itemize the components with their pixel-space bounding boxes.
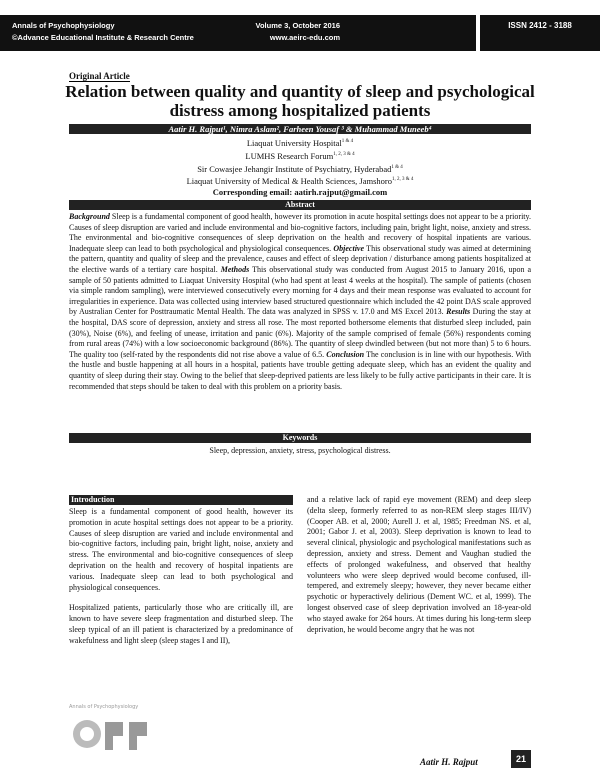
corresponding-email[interactable]: Corresponding email: aatirh.rajput@gmail.com <box>212 187 388 198</box>
affiliation-3: Sir Cowasjee Jehangir Institute of Psychiatry, Hyderabad$^{1 \& 4}$ <box>197 163 403 174</box>
header-bar <box>0 15 476 51</box>
abstract-body <box>69 212 531 392</box>
methods-text: This observational study was conducted from August 2015 to January 2016, upon a sample of 50 patients admitted to Liaquat University Hospital (who had spent at least 4 weeks at the hospital). The sample of patients (chosen via simple random sampling), were interviewed consecutively every morning for 4 days and their mean response was evaluated to account for irregularities in experience. Data was collected using interview based structured questionnaire which included the 42 point DAS scale approved by Australian Center for Posttraumatic Mental Health. The data was analyzed in SPSS v. 17.0 and MS Excel 2013. <box>69 264 531 317</box>
affiliation-2: LUMHS Research Forum$^{1, 2, 3 \& 4}$ <box>245 150 355 161</box>
page-number: 21 <box>511 750 531 768</box>
affiliation-4: Liaquat University of Medical & Health Sciences, Jamshoro$^{1, 2, 3 \& 4}$ <box>186 176 414 187</box>
results-label: Results <box>446 307 471 317</box>
journal-header <box>0 15 600 51</box>
page-title: Relation between quality and quantity of sleep and psychological distress among hospitalized patients <box>65 82 535 120</box>
paragraph: Sleep is a fundamental component of good health, however its promotion in acute hospital settings does not appear to be a priority. Causes of sleep disruption are varied and include environmental and bio-cognitive factors, including pain, bright light, noise, anxiety and stress. The environmental and bio-cognitive consequences of sleep deprivation on the health and recovery of hospital inpatients are various. Inadequate sleep can lead to both psychological and physiological consequences. <box>69 507 293 592</box>
header-right <box>256 20 340 44</box>
affiliations <box>69 136 531 198</box>
objective-label: Objective <box>333 243 365 253</box>
conclusion-label: Conclusion <box>326 349 365 359</box>
column-right <box>307 495 531 645</box>
objective-text: This observational study was aimed at determining the pattern, quantity and quality of sleep and the prevalence, causes and effect of sleep deprivation / disturbance among patients hospitalized at the elective wards of a tertiary care hospital. <box>69 243 531 274</box>
header-left <box>12 20 194 44</box>
paragraph: and a relative lack of rapid eye movement (REM) and deep sleep (delta sleep, formerly referred to as non-REM sleep stages III/IV) (Cooper AB. et al, 2000; Aurell J. et al, 1985; Freedman NS. et al, 2001; Gabor J. et al, 2003). Sleep deprivation is known to lead to several clinical, physiologic and psychological manifestations such as depression, anxiety and stress. Dement and Vaughan studied the effects of prolonged wakefulness, and observed that healthy volunteers who were sleep deprived would become confused, ill-tempered, and extremely sleepy; however, they never became either psychotic or hyperactively delirious (Dement WC. et al, 1999). The longest observed case of sleep deprivation involved an 18-year-old who stayed awake for 264 hours. At times during his long-term sleep deprivation, he would become angry that he was not <box>307 495 531 634</box>
methods-label: Methods <box>220 264 250 274</box>
background-text: Sleep is a fundamental component of good health, however its promotion in acute hospital settings does not appear to be a priority. Causes of sleep disruption are varied and include environmental and bio-cognitive factors, including pain, bright light, noise, anxiety and stress. The environmental and bio-cognitive consequences of sleep deprivation on the health and recovery of hospital inpatients are various. Inadequate sleep can lead to both psychological and physiological consequences. <box>69 212 531 253</box>
results-text: During the stay at the hospital, DAS score of depression, anxiety and stress all rose. The most reported bothersome elements that disturbed sleep included, pain (30%), Noise (6%), and feeling of unease, irritation and panic (6%). Majority of the sample comprised of female (56%) respondents coming from rural areas (74%) with a low socioeconomic background (86%). The quantity of sleep dwindled between (but not more than) 5 to 6 hours. The quality too (self-rated by the respondents did not rise above a value of 6.5. <box>69 307 531 359</box>
background-label: Background <box>69 212 110 221</box>
issn-badge: ISSN 2412 - 3188 <box>480 15 600 51</box>
website-link[interactable]: www.aeirc-edu.com <box>269 33 340 42</box>
keywords-heading: Keywords <box>69 433 531 443</box>
conclusion-text: The conclusion is in line with our hypothesis. With the hustle and bustle happening at all hours in a hospital, patients have trouble getting adequate sleep, which has an evident the quality and quantity of sleep during their stay. Owing to the belief that sleep-deprived patients are less likely to be fully active participants in their care. It is recommended that steps should be taken to deal with this problem on a priority basis. <box>69 349 531 391</box>
institute-name: ©Advance Educational Institute & Research Centre <box>12 33 194 42</box>
authors: Aatir H. Rajput¹, Nimra Aslam², Farheen Yousaf ³ & Muhammad Muneeb⁴ <box>69 124 531 134</box>
introduction-heading: Introduction <box>69 495 293 505</box>
volume-info: Volume 3, October 2016 <box>255 21 340 30</box>
logo-text: Annals of Psychophysiology <box>69 704 139 710</box>
paragraph: Hospitalized patients, particularly those who are critically ill, are known to have severe sleep fragmentation and disturbed sleep. The sleep typical of an ill patient is characterized by a predominance of wakefulness and light sleep (sleep stages I and II), <box>69 603 293 645</box>
journal-name: Annals of Psychophysiology <box>12 21 115 30</box>
abstract-heading: Abstract <box>69 200 531 210</box>
column-left <box>69 507 293 657</box>
journal-logo <box>69 700 159 760</box>
logo-graphic <box>69 700 159 760</box>
affiliation-1: Liaquat University Hospital$^{1 \& 4}$ <box>246 137 354 148</box>
keywords: Sleep, depression, anxiety, stress, psychological distress. <box>209 446 391 455</box>
article-type: Original Article <box>69 71 130 81</box>
footer-author: Aatir H. Rajput <box>420 757 478 767</box>
